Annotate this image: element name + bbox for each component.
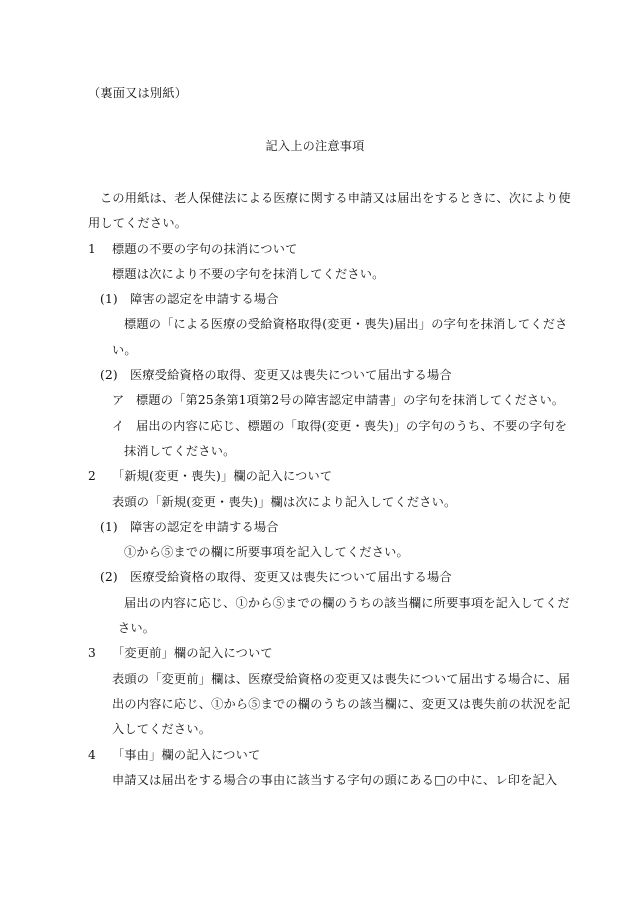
section-number: 4 xyxy=(88,747,96,762)
item-text xyxy=(0,591,630,616)
subitem xyxy=(0,414,630,439)
item-title: 医療受給資格の取得、変更又は喪失について届出する場合 xyxy=(130,368,452,383)
section-heading xyxy=(0,464,630,489)
section-text xyxy=(0,717,630,742)
item-heading xyxy=(0,565,630,590)
subitem-mark: イ xyxy=(112,418,125,433)
section-title: 標題の不要の字句の抹消について xyxy=(112,241,298,256)
paragraph-text: 届出の内容に応じ、①から⑤までの欄のうちの該当欄に所要事項を記入してくだ xyxy=(124,595,570,610)
paragraph-text: 表頭の「新規(変更・喪失)」欄は次により記入してください。 xyxy=(112,494,457,509)
subitem-mark: ア xyxy=(112,393,125,408)
subitem-continuation xyxy=(0,439,630,464)
intro-text: この用紙は、老人保健法による医療に関する申請又は届出をするときに、次により使 xyxy=(100,191,571,205)
section-heading xyxy=(0,641,630,666)
paragraph-text: さい。 xyxy=(118,621,156,636)
paragraph-text: 標題の「による医療の受給資格取得(変更・喪失)届出」の字句を抹消してくださ xyxy=(124,317,568,332)
section-lead xyxy=(0,262,630,287)
section-text xyxy=(0,692,630,717)
item-number: (1) xyxy=(100,519,118,534)
section-lead xyxy=(0,490,630,515)
item-heading xyxy=(0,287,630,312)
paragraph-text: 標題の「第25条第1項第2号の障害認定申請書」の字句を抹消してください。 xyxy=(136,393,565,408)
section-number: 1 xyxy=(88,241,96,256)
item-title: 障害の認定を申請する場合 xyxy=(130,519,279,534)
item-heading xyxy=(0,515,630,540)
paragraph-text: い。 xyxy=(112,342,137,357)
item-title: 障害の認定を申請する場合 xyxy=(130,292,279,307)
item-heading xyxy=(0,363,630,388)
item-text xyxy=(0,338,630,363)
section-text xyxy=(0,667,630,692)
section-text xyxy=(0,768,630,793)
section-number: 2 xyxy=(88,469,96,484)
item-text xyxy=(0,616,630,641)
paragraph-text: ①から⑤までの欄に所要事項を記入してください。 xyxy=(124,545,409,560)
section-heading xyxy=(0,237,630,262)
section-title: 「事由」欄の記入について xyxy=(112,747,261,762)
paragraph-text: 表頭の「変更前」欄は、医療受給資格の変更又は喪失について届出する場合に、届 xyxy=(112,671,571,686)
intro-line xyxy=(0,211,630,236)
paragraph-text: 出の内容に応じ、①から⑤までの欄のうちの該当欄に、変更又は喪失前の状況を記 xyxy=(112,696,571,711)
section-title: 「変更前」欄の記入について xyxy=(112,646,273,661)
section-number: 3 xyxy=(88,646,96,661)
item-number: (1) xyxy=(100,292,118,307)
item-text xyxy=(0,312,630,337)
page-title: 記入上の注意事項 xyxy=(265,139,365,153)
item-title: 医療受給資格の取得、変更又は喪失について届出する場合 xyxy=(130,570,452,585)
item-text xyxy=(0,540,630,565)
paragraph-text: 届出の内容に応じ、標題の「取得(変更・喪失)」の字句のうち、不要の字句を xyxy=(136,418,568,433)
section-heading xyxy=(0,743,630,768)
paragraph-text: 標題は次により不要の字句を抹消してください。 xyxy=(112,266,385,281)
paragraph-text: 申請又は届出をする場合の事由に該当する字句の頭にある□の中に、レ印を記入 xyxy=(112,772,558,787)
document-body xyxy=(0,186,630,793)
intro-text: 用してください。 xyxy=(88,216,188,231)
item-number: (2) xyxy=(100,368,118,383)
page-note: （裏面又は別紙） xyxy=(88,86,188,100)
subitem xyxy=(0,388,630,413)
intro-line xyxy=(0,186,630,211)
paragraph-text: 抹消してください。 xyxy=(124,443,236,458)
section-title: 「新規(変更・喪失)」欄の記入について xyxy=(112,469,333,484)
paragraph-text: 入してください。 xyxy=(112,722,212,737)
item-number: (2) xyxy=(100,570,118,585)
